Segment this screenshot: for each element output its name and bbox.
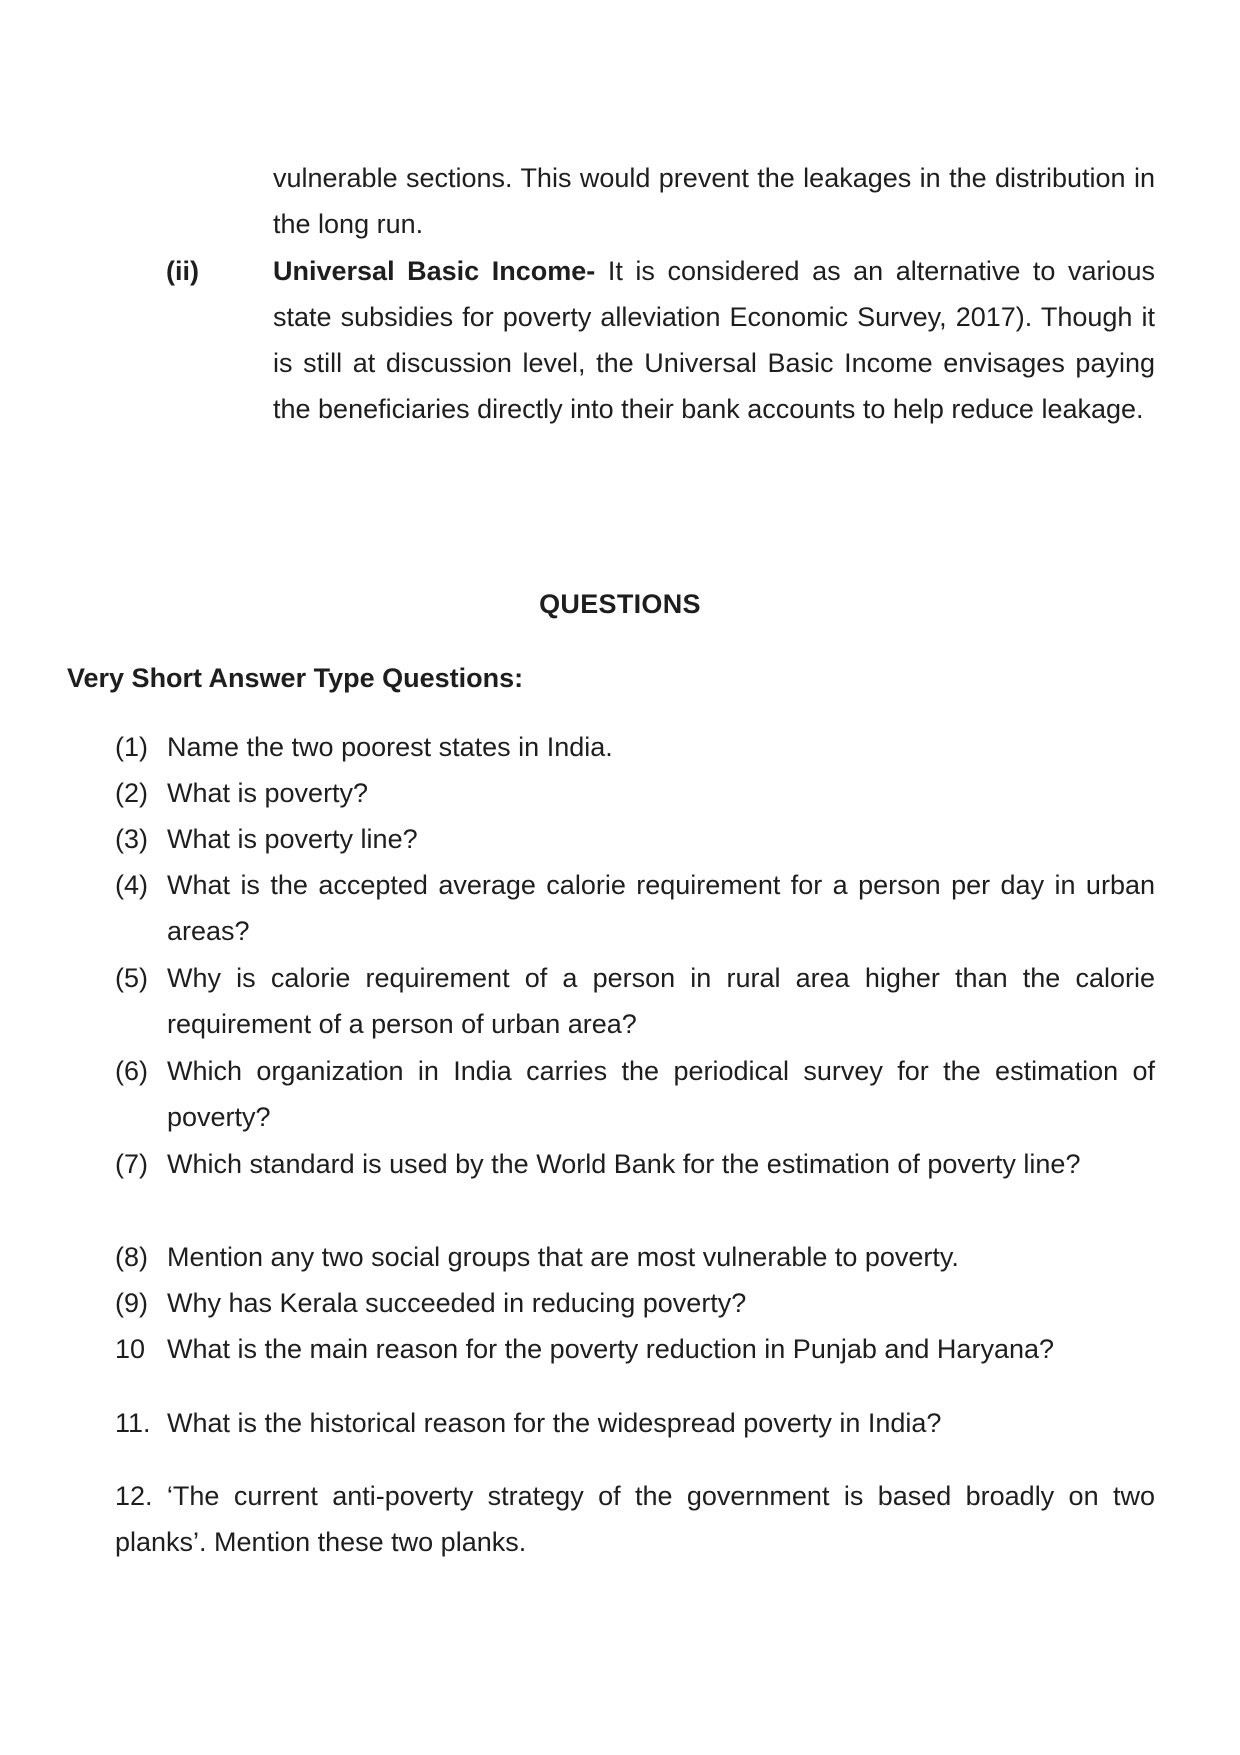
universal-basic-income-paragraph [273, 248, 1155, 432]
question-item-12 [115, 1473, 1155, 1565]
question-text: 12. ‘The current anti-poverty strategy of the government is based broadly on two planks’. Mention these two planks. [115, 1481, 1155, 1557]
question-number: (5) [115, 963, 148, 993]
question-text: Name the two poorest states in India. [167, 732, 613, 762]
question-text: Why is calorie requirement of a person in rural area higher than the calorie requirement of a person of urban area? [167, 963, 1155, 1039]
question-number: (1) [115, 732, 148, 762]
question-text: What is poverty line? [167, 824, 418, 854]
question-number: (9) [115, 1288, 148, 1318]
question-item-6 [115, 1048, 1155, 1140]
question-number: 10 [115, 1334, 146, 1364]
question-item-1 [115, 724, 1155, 770]
question-item-3 [115, 816, 1155, 862]
universal-basic-income-term: Universal Basic Income- [273, 256, 596, 286]
question-number: (7) [115, 1149, 148, 1179]
question-item-10 [115, 1326, 1155, 1372]
questions-heading: QUESTIONS [539, 589, 701, 619]
question-item-2 [115, 770, 1155, 816]
question-text: What is the historical reason for the widespread poverty in India? [167, 1408, 942, 1438]
universal-basic-income-text: It is considered as an alternative to various state subsidies for poverty alleviation Economic Survey, 2017). Though it is still at discussion level, the Universal Basic Income envisages paying the beneficiaries directly into their bank accounts to help reduce leakage. [273, 256, 1156, 424]
question-number: 11. [115, 1408, 151, 1438]
question-text: Mention any two social groups that are most vulnerable to poverty. [167, 1242, 959, 1272]
item-marker-ii: (ii) [166, 256, 199, 286]
question-text: What is the accepted average calorie requirement for a person per day in urban areas? [167, 870, 1155, 946]
question-item-4 [115, 862, 1155, 954]
question-item-9 [115, 1280, 1155, 1326]
continuation-paragraph: vulnerable sections. This would prevent the leakages in the distribution in the long run. [273, 163, 1155, 239]
question-item-5 [115, 955, 1155, 1047]
question-text: Why has Kerala succeeded in reducing poverty? [167, 1288, 747, 1318]
question-text: What is poverty? [167, 778, 369, 808]
question-number: (3) [115, 824, 148, 854]
question-text: Which organization in India carries the periodical survey for the estimation of poverty? [167, 1056, 1155, 1132]
question-number: (8) [115, 1242, 148, 1272]
question-item-11 [115, 1400, 1155, 1446]
question-number: 12. [115, 1481, 153, 1511]
question-number: (4) [115, 870, 148, 900]
question-text: What is the main reason for the poverty reduction in Punjab and Haryana? [167, 1334, 1055, 1364]
question-number: (2) [115, 778, 148, 808]
question-text: Which standard is used by the World Bank for the estimation of poverty line? [167, 1149, 1081, 1179]
question-item-7 [115, 1141, 1155, 1187]
very-short-answer-subheading: Very Short Answer Type Questions: [67, 663, 524, 693]
question-number: (6) [115, 1056, 148, 1086]
question-item-8 [115, 1234, 1155, 1280]
